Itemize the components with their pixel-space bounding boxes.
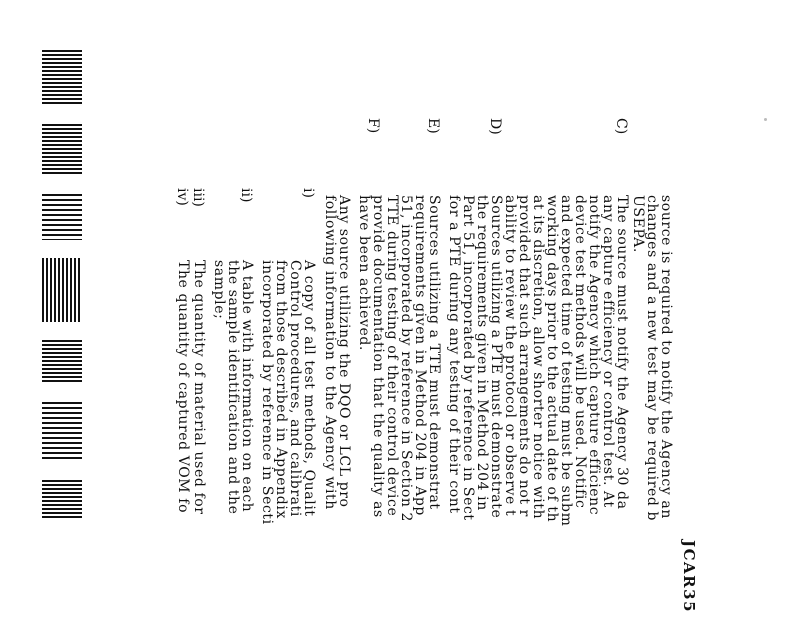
stamp-glyph: [42, 480, 82, 520]
item-i-line: A copy of all test methods, Qualit: [301, 260, 317, 517]
item-marker-iii: iii): [190, 188, 206, 207]
section-c-line: any capture efficiency or control test. At: [600, 195, 616, 508]
item-i-line: Control procedures, and calibrati: [287, 260, 303, 517]
section-e-line: provide documentation that the quality as: [370, 195, 386, 518]
section-c-line: device test methods will be used. Notific: [572, 195, 588, 509]
section-d-line: the requirements given in Method 204 in: [474, 195, 490, 511]
item-marker-ii: ii): [238, 188, 254, 203]
intro-line: USEPA.: [630, 195, 646, 253]
item-ii-line: A table with information on each: [239, 260, 255, 513]
item-iii-line: The quantity of material used for: [191, 260, 207, 515]
stamp-glyph: [42, 402, 82, 462]
section-d-line: Sources utilizing a PTE must demonstrate: [488, 195, 504, 519]
section-e-line: requirements given in Method 204 in App: [412, 195, 428, 516]
section-f-line: following information to the Agency with: [322, 195, 338, 510]
item-ii-line: the sample identification and the: [225, 260, 241, 515]
stamp-glyph: [42, 340, 82, 384]
stamp-glyph: [42, 258, 82, 322]
section-c-line: ability to review the protocol or observe t: [502, 195, 518, 517]
section-marker-c: C): [613, 118, 629, 135]
scanner-stamp: [42, 50, 82, 540]
document-id-header: JCAR35: [680, 540, 698, 614]
section-e-line: 51, incorporated by reference in Section 2: [398, 195, 414, 523]
item-i-line: incorporated by reference in Secti: [259, 260, 275, 525]
item-iv-line: The quantity of captured VOM fo: [175, 260, 191, 514]
scan-speck: [764, 118, 767, 121]
section-marker-e: E): [425, 118, 441, 134]
item-marker-iv: iv): [174, 188, 190, 206]
intro-line: source is required to notify the Agency an: [658, 195, 674, 519]
section-c-line: at its discretion, allow shorter notice with: [530, 195, 546, 520]
stamp-glyph: [42, 124, 82, 176]
section-marker-d: D): [487, 118, 503, 135]
stamp-glyph: [42, 50, 82, 106]
section-c-line: and expected time of testing must be subm: [558, 195, 574, 527]
section-c-line: working days prior to the actual date of th: [544, 195, 560, 523]
section-d-line: Part 51, incorporated by reference in Sect: [460, 195, 476, 521]
item-i-line: from those described in Appendix: [273, 260, 289, 519]
section-f-line: Any source utilizing the DQO or LCL pro: [336, 195, 352, 508]
section-c-line: provided that such arrangements do not r: [516, 195, 532, 517]
section-c-line: notify the Agency which capture efficienc: [586, 195, 602, 516]
intro-line: changes and a new test may be required b: [644, 195, 660, 522]
section-d-line: for a PTE during any testing of their cont: [446, 195, 462, 514]
stamp-glyph: [42, 194, 82, 240]
item-marker-i: i): [300, 188, 316, 198]
section-e-line: TTE during testing of their control device: [384, 195, 400, 517]
section-c-line: The source must notify the Agency 30 da: [614, 195, 630, 510]
section-e-line: have been achieved.: [356, 195, 372, 351]
section-marker-f: F): [365, 118, 381, 134]
section-e-line: Sources utilizing a TTE must demonstrat: [426, 195, 442, 510]
item-ii-line: sample;: [211, 260, 227, 320]
